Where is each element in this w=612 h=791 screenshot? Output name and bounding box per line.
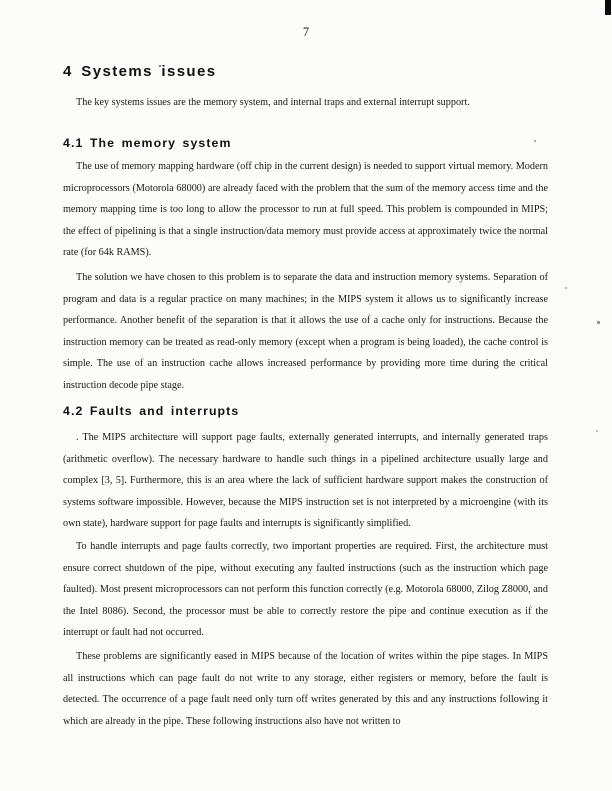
paragraph-faults-2: To handle interrupts and page faults correctly, two important properties are required. First, the architecture must ensure correct shutdown of the pipe, without executing any faulted instructions (such as the instruction which page faulted). Most present microprocessors can not perform this function correctly (e.g. Motorola 68000, Zilog Z8000, and the Intel 8086). Second, the processor must be able to correctly restore the pipe and continue execution as if the interrupt or fault had not occurred.	[63, 541, 548, 638]
scan-artifact-mark	[605, 0, 611, 15]
subsection-heading-faults-interrupts: 4.2 Faults and interrupts	[63, 404, 240, 418]
paragraph-memory-1: The use of memory mapping hardware (off chip in the current design) is needed to support virtual memory. Modern microprocessors (Motorola 68000) are already faced with the problem that the sum of the memory access time and the memory mapping time is too long to allow the processor to run at full speed. This problem is compounded in MIPS; the effect of pipelining is that a single instruction/data memory must provide access at approximately twice the normal rate (for 64k RAMS).	[63, 161, 548, 258]
scan-speck	[597, 321, 600, 324]
paragraph-faults-3: These problems are significantly eased in MIPS because of the location of writes within the pipe stages. In MIPS all instructions which can page fault do not write to any storage, either registers or memory, before the fault is detected. The occurrence of a page fault need only turn off writes generated by this and any instructions following it which are already in the pipe. These following instructions also have not written to	[63, 651, 548, 727]
section-heading: 4 Systems issues	[63, 63, 217, 80]
scan-speck	[596, 430, 598, 432]
page-number: 7	[302, 25, 310, 39]
paragraph-memory-2: The solution we have chosen to this problem is to separate the data and instruction memory systems. Separation of program and data is a regular practice on many machines; in the MIPS system it allows us to significantly increase performance. Another benefit of the separation is that it allows the use of a cache only for instructions. Because the instruction memory can be treated as read-only memory (except when a program is being loaded), the cache control is simple. The use of an instruction cache allows increased performance by providing more time during the critical instruction decode pipe stage.	[63, 272, 548, 391]
subsection-heading-memory-system: 4.1 The memory system	[63, 136, 232, 150]
scan-speck	[565, 287, 567, 289]
paragraph-faults-1: . The MIPS architecture will support page faults, externally generated interrupts, and internally generated traps (arithmetic overflow). The necessary hardware to handle such things in a pipelined architecture usually large and complex [3, 5]. Furthermore, this is an area where the lack of sufficient hardware support makes the construction of systems software impossible. However, because the MIPS instruction set is not interpreted by a microengine (with its own state), hardware support for page faults and interrupts is significantly simplified.	[63, 432, 548, 529]
intro-paragraph: The key systems issues are the memory system, and internal traps and external interrupt support.	[76, 97, 470, 108]
